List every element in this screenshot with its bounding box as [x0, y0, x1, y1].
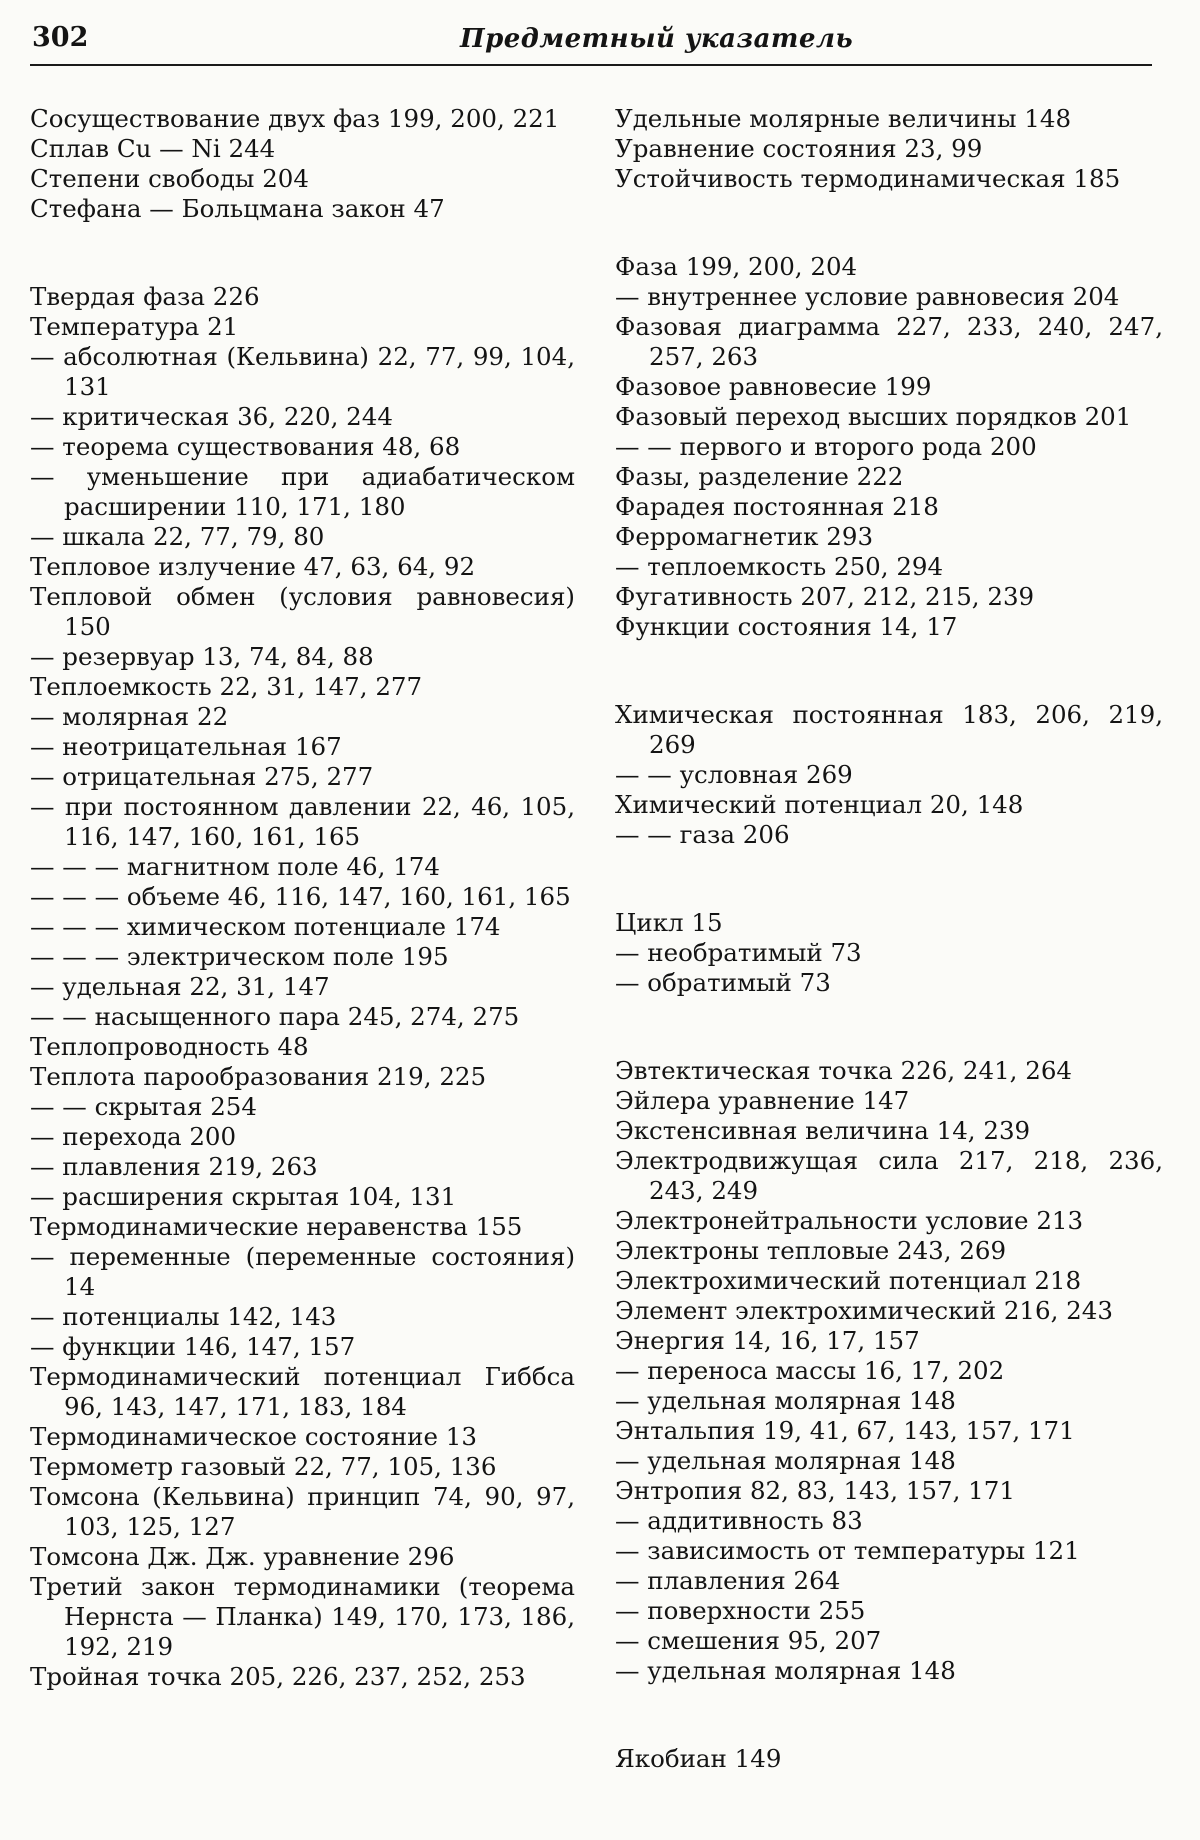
index-entry: Твердая фаза 226 [30, 282, 260, 311]
section-gap [615, 1686, 1163, 1744]
index-entry: — теплоемкость 250, 294 [615, 552, 944, 581]
index-entry: Эйлера уравнение 147 [615, 1086, 910, 1115]
index-entry: Удельные молярные величины 148 [615, 104, 1072, 133]
index-entry: Фазы, разделение 222 [615, 462, 904, 491]
running-title: Предметный указатель [460, 24, 854, 54]
index-column-right [615, 104, 1163, 1774]
index-entry: — функции 146, 147, 157 [30, 1332, 356, 1361]
index-section-f [615, 252, 1163, 642]
index-column-left [30, 104, 575, 1692]
index-entry: — удельная молярная 148 [615, 1446, 956, 1475]
index-entry: Термометр газовый 22, 77, 105, 136 [30, 1452, 497, 1481]
index-entry: Томсона (Кельвина) принцип 74, 90, 97, 103, 125, 127 [30, 1482, 575, 1541]
index-entry: Цикл 15 [615, 908, 723, 937]
index-entry: Тройная точка 205, 226, 237, 252, 253 [30, 1662, 526, 1691]
page-number: 302 [32, 22, 89, 53]
index-entry: — расширения скрытая 104, 131 [30, 1182, 457, 1211]
index-entry: Ферромагнетик 293 [615, 522, 874, 551]
section-gap [615, 642, 1163, 700]
index-entry: Устойчивость термодинамическая 185 [615, 164, 1121, 193]
index-entry: Энтропия 82, 83, 143, 157, 171 [615, 1476, 1015, 1505]
section-gap [30, 224, 575, 282]
index-entry: Экстенсивная величина 14, 239 [615, 1116, 1031, 1145]
index-entry: Фазовый переход высших порядков 201 [615, 402, 1132, 431]
index-entry: Якобиан 149 [615, 1744, 782, 1773]
index-entry: — удельная 22, 31, 147 [30, 972, 330, 1001]
index-entry: — — условная 269 [615, 760, 853, 789]
index-entry: — — — электрическом поле 195 [30, 942, 449, 971]
index-entry: — критическая 36, 220, 244 [30, 402, 393, 431]
index-entry: Электронейтральности условие 213 [615, 1206, 1084, 1235]
index-entry: — удельная молярная 148 [615, 1656, 956, 1685]
page-header [30, 18, 1152, 66]
index-entry: — молярная 22 [30, 702, 229, 731]
index-entry: — плавления 219, 263 [30, 1152, 318, 1181]
index-entry: Теплоемкость 22, 31, 147, 277 [30, 672, 423, 701]
index-section-ts [615, 908, 1163, 998]
index-entry: Фазовая диаграмма 227, 233, 240, 247, 257, 263 [615, 312, 1163, 371]
index-entry: Томсона Дж. Дж. уравнение 296 [30, 1542, 455, 1571]
index-entry: — отрицательная 275, 277 [30, 762, 374, 791]
index-entry: — шкала 22, 77, 79, 80 [30, 522, 325, 551]
index-entry: — теорема существования 48, 68 [30, 432, 461, 461]
index-entry: — переноса массы 16, 17, 202 [615, 1356, 1005, 1385]
index-entry: — уменьшение при адиабатическом расширении 110, 171, 180 [30, 462, 575, 521]
index-entry: — необратимый 73 [615, 938, 862, 967]
index-section-t [30, 282, 575, 1692]
index-entry: — плавления 264 [615, 1566, 841, 1595]
index-entry: — неотрицательная 167 [30, 732, 342, 761]
index-entry: — аддитивность 83 [615, 1506, 863, 1535]
index-entry: Тепловое излучение 47, 63, 64, 92 [30, 552, 476, 581]
index-entry: Фугативность 207, 212, 215, 239 [615, 582, 1035, 611]
index-entry: — — — магнитном поле 46, 174 [30, 852, 440, 881]
index-entry: — — насыщенного пара 245, 274, 275 [30, 1002, 520, 1031]
index-entry: Сосуществование двух фаз 199, 200, 221 [30, 104, 560, 133]
index-entry: — — — объеме 46, 116, 147, 160, 161, 165 [30, 882, 571, 911]
index-entry: — — газа 206 [615, 820, 790, 849]
index-entry: Сплав Cu — Ni 244 [30, 134, 276, 163]
index-entry: — потенциалы 142, 143 [30, 1302, 337, 1331]
index-entry: Эвтектическая точка 226, 241, 264 [615, 1056, 1073, 1085]
index-entry: Функции состояния 14, 17 [615, 612, 958, 641]
index-entry: Фазовое равновесие 199 [615, 372, 932, 401]
index-section-kh [615, 700, 1163, 850]
index-entry: Термодинамические неравенства 155 [30, 1212, 523, 1241]
index-entry: Энтальпия 19, 41, 67, 143, 157, 171 [615, 1416, 1075, 1445]
index-entry: Химическая постоянная 183, 206, 219, 269 [615, 700, 1163, 759]
index-entry: Термодинамическое состояние 13 [30, 1422, 477, 1451]
index-entry: — удельная молярная 148 [615, 1386, 956, 1415]
index-entry: Стефана — Больцмана закон 47 [30, 194, 445, 223]
index-entry: — зависимость от температуры 121 [615, 1536, 1080, 1565]
index-entry: Тепловой обмен (условия равновесия) 150 [30, 582, 575, 641]
index-section-u [615, 104, 1163, 194]
index-entry: Теплопроводность 48 [30, 1032, 309, 1061]
index-entry: Температура 21 [30, 312, 239, 341]
index-entry: Термодинамический потенциал Гиббса 96, 143, 147, 171, 183, 184 [30, 1362, 575, 1421]
index-entry: Уравнение состояния 23, 99 [615, 134, 983, 163]
index-entry: Элемент электрохимический 216, 243 [615, 1296, 1113, 1325]
index-entry: Фарадея постоянная 218 [615, 492, 939, 521]
index-entry: — поверхности 255 [615, 1596, 866, 1625]
index-entry: Электроны тепловые 243, 269 [615, 1236, 1007, 1265]
index-entry: — при постоянном давлении 22, 46, 105, 116, 147, 160, 161, 165 [30, 792, 575, 851]
index-entry: Степени свободы 204 [30, 164, 309, 193]
index-entry: Электрохимический потенциал 218 [615, 1266, 1082, 1295]
index-entry: — — — химическом потенциале 174 [30, 912, 501, 941]
index-entry: Фаза 199, 200, 204 [615, 252, 858, 281]
index-entry: — обратимый 73 [615, 968, 831, 997]
index-entry: — внутреннее условие равновесия 204 [615, 282, 1120, 311]
index-entry: Третий закон термодинамики (теорема Нернста — Планка) 149, 170, 173, 186, 192, 219 [30, 1572, 575, 1661]
index-section-s-end [30, 104, 575, 224]
index-entry: — смешения 95, 207 [615, 1626, 882, 1655]
index-entry: — перехода 200 [30, 1122, 237, 1151]
index-section-ya [615, 1744, 1163, 1774]
index-entry: — резервуар 13, 74, 84, 88 [30, 642, 374, 671]
index-entry: Теплота парообразования 219, 225 [30, 1062, 487, 1091]
section-gap [615, 850, 1163, 908]
index-entry: — — скрытая 254 [30, 1092, 257, 1121]
section-gap [615, 998, 1163, 1056]
index-entry: — переменные (переменные состояния) 14 [30, 1242, 575, 1301]
index-entry: Электродвижущая сила 217, 218, 236, 243, 249 [615, 1146, 1163, 1205]
index-section-e [615, 1056, 1163, 1686]
index-entry: Химический потенциал 20, 148 [615, 790, 1024, 819]
index-entry: Энергия 14, 16, 17, 157 [615, 1326, 920, 1355]
index-entry: — абсолютная (Кельвина) 22, 77, 99, 104, 131 [30, 342, 575, 401]
index-entry: — — первого и второго рода 200 [615, 432, 1037, 461]
section-gap [615, 194, 1163, 252]
